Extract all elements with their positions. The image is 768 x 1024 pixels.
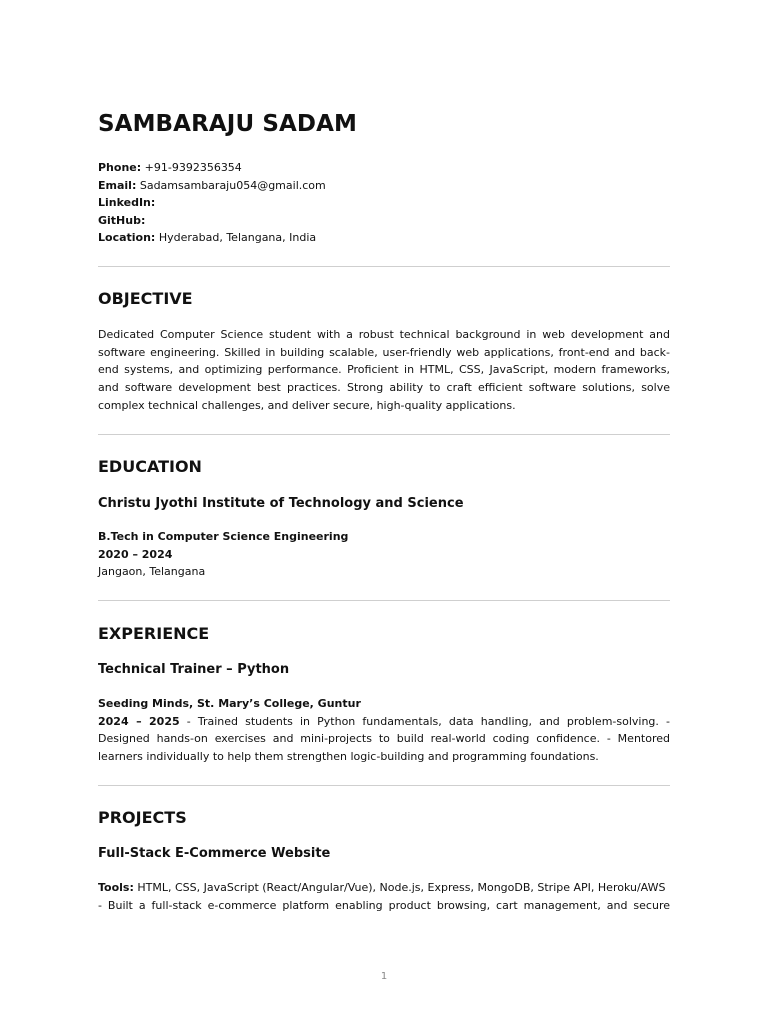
project-description: - Built a full-stack e-commerce platform enabling product browsing, cart management, and secure bbox=[98, 898, 670, 912]
objective-text: Dedicated Computer Science student with a robust technical background in web development and software engineering. Skilled in building scalable, user-friendly web applications, front-end and back-end systems, and optimizing performance. Proficient in HTML, CSS, JavaScript, modern frameworks, and software development best practices. Strong ability to craft efficient software solutions, solve complex technical challenges, and deliver secure, high-quality applications. bbox=[98, 328, 670, 412]
experience-bullets: - Trained students in Python fundamentals, data handling, and problem-solving. - Designed hands-on exercises and mini-projects to build real-world coding confidence. - Mentored learners individually to help them strengthen logic-building and programming foundations. bbox=[98, 714, 670, 763]
page-number: 1 bbox=[380, 971, 388, 982]
contact-phone bbox=[98, 159, 326, 177]
email-label: Email: bbox=[98, 178, 137, 192]
project-tools bbox=[98, 879, 670, 897]
contact-github bbox=[98, 212, 326, 230]
education-heading: EDUCATION bbox=[98, 457, 202, 476]
linkedin-label: LinkedIn: bbox=[98, 196, 156, 210]
section-divider bbox=[98, 600, 670, 601]
project-details bbox=[98, 879, 670, 914]
education-details bbox=[98, 528, 670, 581]
phone-value: +91-9392356354 bbox=[144, 161, 242, 174]
degree: B.Tech in Computer Science Engineering bbox=[98, 530, 349, 543]
section-divider bbox=[98, 434, 670, 435]
contact-block bbox=[98, 159, 326, 247]
institution-name: Christu Jyothi Institute of Technology and Science bbox=[98, 496, 464, 511]
projects-heading: PROJECTS bbox=[98, 808, 187, 827]
phone-label: Phone: bbox=[98, 161, 142, 174]
candidate-name: SAMBARAJU SADAM bbox=[98, 111, 357, 137]
section-divider bbox=[98, 785, 670, 786]
education-location: Jangaon, Telangana bbox=[98, 565, 206, 579]
contact-location bbox=[98, 229, 326, 247]
experience-role: Technical Trainer – Python bbox=[98, 662, 290, 677]
experience-years: 2024 – 2025 bbox=[98, 714, 180, 728]
experience-org: Seeding Minds, St. Mary’s College, Guntur bbox=[98, 697, 361, 710]
objective-heading: OBJECTIVE bbox=[98, 289, 193, 308]
experience-details bbox=[98, 695, 670, 766]
experience-heading: EXPERIENCE bbox=[98, 624, 210, 643]
tools-value: HTML, CSS, JavaScript (React/Angular/Vue), Node.js, Express, MongoDB, Stripe API, Heroku/AWS bbox=[133, 881, 666, 894]
github-label: GitHub: bbox=[98, 213, 146, 227]
location-value: Hyderabad, Telangana, India bbox=[158, 231, 317, 245]
email-value: Sadamsambaraju054@gmail.com bbox=[139, 178, 326, 192]
location-label: Location: bbox=[98, 231, 156, 245]
experience-description bbox=[98, 713, 670, 766]
tools-label: Tools: bbox=[98, 881, 134, 894]
project-title: Full-Stack E-Commerce Website bbox=[98, 846, 331, 861]
contact-email bbox=[98, 177, 326, 195]
education-years: 2020 – 2024 bbox=[98, 547, 173, 561]
section-divider bbox=[98, 266, 670, 267]
contact-linkedin bbox=[98, 194, 326, 212]
